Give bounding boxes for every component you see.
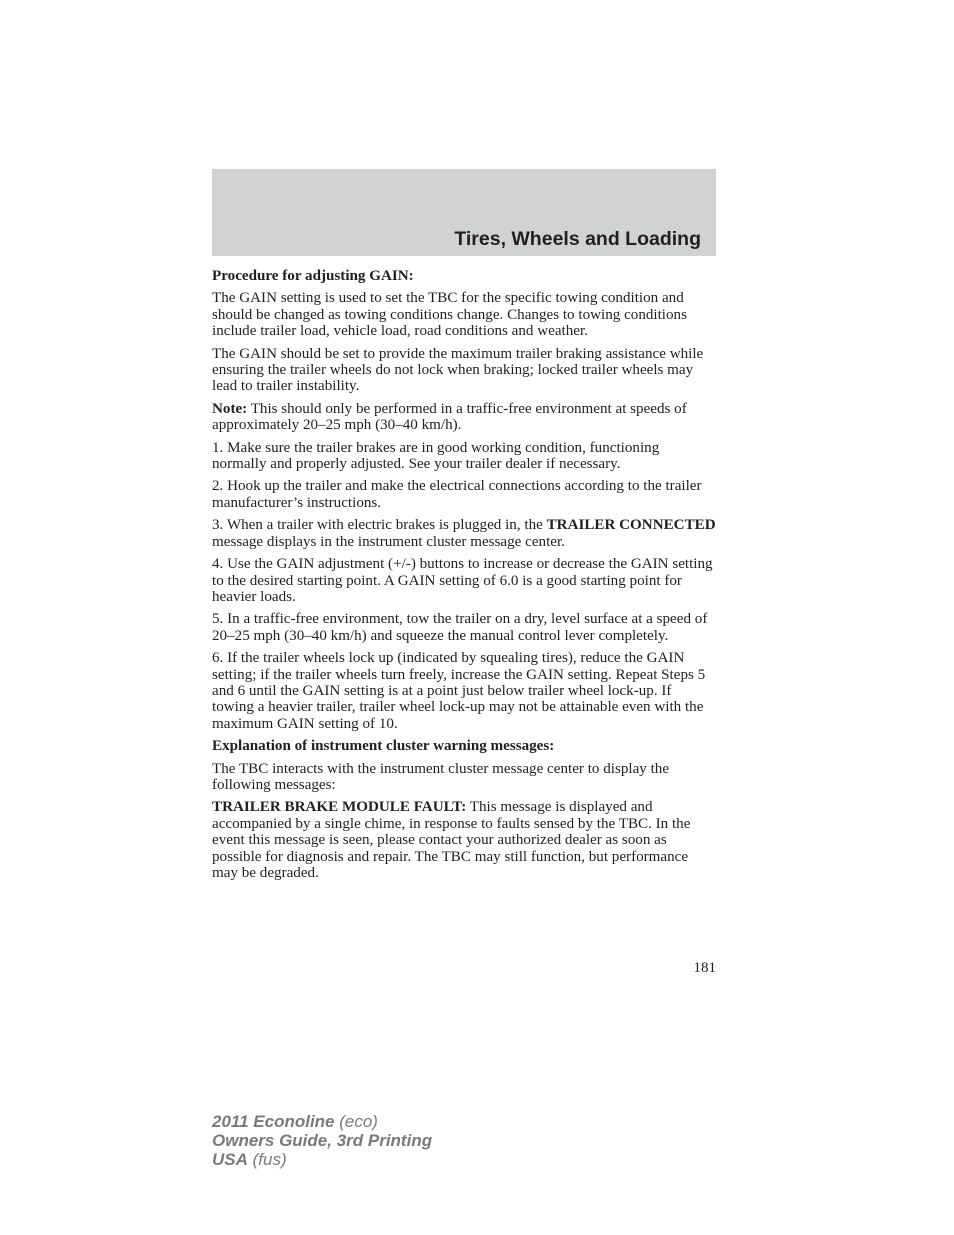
page-number: 181 xyxy=(693,960,716,976)
paragraph-gain-maximum: The GAIN should be set to provide the maximum trailer braking assistance while ensuring the trailer wheels do not lock when braking; locked trailer wheels may lead to trailer instability. xyxy=(212,345,704,395)
footer-region-code: (fus) xyxy=(247,1150,287,1169)
step-1: 1. Make sure the trailer brakes are in good working condition, functioning normally and properly adjusted. See your trailer dealer if necessary. xyxy=(212,439,660,473)
step-3-text-after: message displays in the instrument cluster message center. xyxy=(212,533,565,550)
step-4: 4. Use the GAIN adjustment (+/-) buttons to increase or decrease the GAIN setting to the desired starting point. A GAIN setting of 6.0 is a good starting point for heavier loads. xyxy=(212,556,713,605)
footer-model: 2011 Econoline xyxy=(212,1112,335,1131)
footer-publication-info xyxy=(212,1112,432,1169)
heading-procedure-gain: Procedure for adjusting GAIN: xyxy=(212,268,414,284)
footer-region: USA xyxy=(212,1150,248,1169)
footer-line-region xyxy=(212,1150,432,1169)
footer-model-code: (eco) xyxy=(334,1112,378,1131)
fault-label: TRAILER BRAKE MODULE FAULT: xyxy=(212,799,467,816)
footer-guide-edition: Owners Guide, 3rd Printing xyxy=(212,1131,433,1150)
note-label: Note: xyxy=(212,400,248,417)
fault-paragraph xyxy=(212,799,716,881)
paragraph-gain-setting: The GAIN setting is used to set the TBC for the specific towing condition and should be changed as towing conditions change. Changes to towing conditions include trailer load, vehicle load, road conditions and weather. xyxy=(212,290,687,340)
step-3-message-name: TRAILER CONNECTED xyxy=(546,517,716,534)
step-2: 2. Hook up the trailer and make the electrical connections according to the trailer manufacturer’s instructions. xyxy=(212,478,702,511)
step-6: 6. If the trailer wheels lock up (indicated by squealing tires), reduce the GAIN setting; if the trailer wheels turn freely, increase the GAIN setting. Repeat Steps 5 and 6 until the GAIN setting is at a point just below trailer wheel lock-up. If towing a heavier trailer, trailer wheel lock-up may not be attainable even with the maximum GAIN setting of 10. xyxy=(212,650,706,732)
paragraph-tbc-interacts: The TBC interacts with the instrument cluster message center to display the following messages: xyxy=(212,760,670,793)
heading-warning-messages: Explanation of instrument cluster warning messages: xyxy=(212,738,555,755)
step-3-text-before: 3. When a trailer with electric brakes is plugged in, the xyxy=(212,517,547,534)
section-header-band xyxy=(212,169,716,256)
step-5: 5. In a traffic-free environment, tow the trailer on a dry, level surface at a speed of 20–25 mph (30–40 km/h) and squeeze the manual control lever completely. xyxy=(212,611,708,644)
section-title: Tires, Wheels and Loading xyxy=(454,228,701,250)
step-3 xyxy=(212,517,716,550)
page-body xyxy=(212,268,716,887)
fault-text: This message is displayed and accompanied by a single chime, in response to faults sensed by the TBC. In the event this message is seen, please contact your authorized dealer as soon as possible for diagnosis and repair. The TBC may still function, but performance may be degraded. xyxy=(212,799,691,881)
note-text: This should only be performed in a traffic-free environment at speeds of approximately 20–25 mph (30–40 km/h). xyxy=(212,400,687,434)
footer-line-model xyxy=(212,1112,432,1131)
note-paragraph xyxy=(212,401,716,434)
